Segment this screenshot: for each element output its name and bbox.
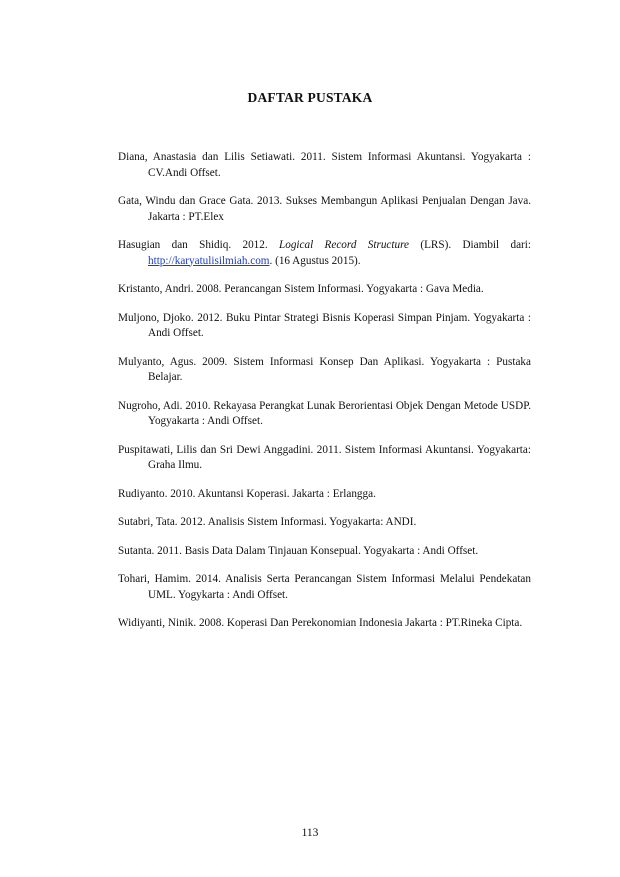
page-title: DAFTAR PUSTAKA bbox=[247, 90, 373, 105]
reference-item-sutabri: Sutabri, Tata. 2012. Analisis Sistem Informasi. Yogyakarta: ANDI. bbox=[118, 516, 417, 528]
reference-text: (LRS). Diambil dari: bbox=[409, 239, 531, 251]
reference-item-nugroho: Nugroho, Adi. 2010. Rekayasa Perangkat Lunak Berorientasi Objek Dengan Metode USDP. Yogyakarta : Andi Offset. bbox=[118, 399, 531, 427]
reference-item-puspitawati: Puspitawati, Lilis dan Sri Dewi Anggadini. 2011. Sistem Informasi Akuntansi. Yogyakarta: Graha Ilmu. bbox=[118, 443, 531, 471]
reference-text: Hasugian dan Shidiq. 2012. bbox=[118, 239, 279, 251]
reference-item-hasugian bbox=[118, 238, 531, 269]
reference-item-widiyanti: Widiyanti, Ninik. 2008. Koperasi Dan Perekonomian Indonesia Jakarta : PT.Rineka Cipta. bbox=[118, 617, 523, 629]
page-number: 113 bbox=[301, 827, 319, 839]
reference-italic-title: Logical Record Structure bbox=[279, 239, 409, 251]
reference-item-rudiyanto: Rudiyanto. 2010. Akuntansi Koperasi. Jakarta : Erlangga. bbox=[118, 487, 376, 500]
reference-item-gata: Gata, Windu dan Grace Gata. 2013. Sukses Membangun Aplikasi Penjualan Dengan Java. Jakarta : PT.Elex bbox=[118, 195, 531, 223]
reference-item-muljono: Muljono, Djoko. 2012. Buku Pintar Strategi Bisnis Koperasi Simpan Pinjam. Yogyakarta : Andi Offset. bbox=[118, 311, 531, 339]
reference-link[interactable]: http://karyatulisilmiah.com bbox=[148, 254, 270, 267]
reference-item-diana: Diana, Anastasia dan Lilis Setiawati. 2011. Sistem Informasi Akuntansi. Yogyakarta : CV.Andi Offset. bbox=[118, 151, 531, 179]
reference-item-mulyanto: Mulyanto, Agus. 2009. Sistem Informasi Konsep Dan Aplikasi. Yogyakarta : Pustaka Belajar. bbox=[118, 355, 531, 383]
reference-item-tohari: Tohari, Hamim. 2014. Analisis Serta Perancangan Sistem Informasi Melalui Pendekatan UML. Yogykarta : Andi Offset. bbox=[118, 573, 531, 601]
reference-item-sutanta: Sutanta. 2011. Basis Data Dalam Tinjauan Konsepual. Yogyakarta : Andi Offset. bbox=[118, 544, 479, 557]
reference-list bbox=[118, 150, 531, 645]
reference-text: . (16 Agustus 2015). bbox=[269, 254, 361, 267]
reference-item-kristanto: Kristanto, Andri. 2008. Perancangan Sistem Informasi. Yogyakarta : Gava Media. bbox=[118, 283, 484, 295]
